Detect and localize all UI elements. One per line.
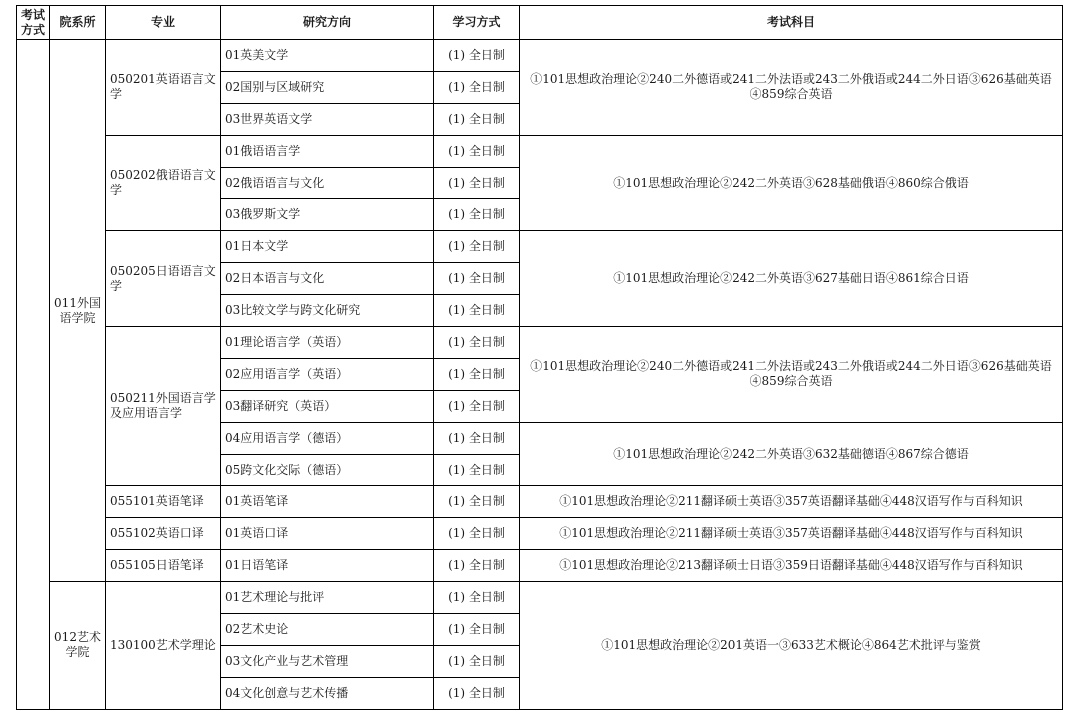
- subjects-cell: ①101思想政治理论②242二外英语③627基础日语④861综合日语: [520, 231, 1063, 327]
- header-exam-type: 考试方式: [17, 6, 50, 40]
- admissions-table: [16, 5, 1063, 710]
- header-direction: 研究方向: [221, 6, 434, 40]
- direction-cell: 01艺术理论与批评: [221, 582, 434, 614]
- exam-type-cell: [17, 40, 50, 710]
- header-subjects: 考试科目: [520, 6, 1063, 40]
- study-mode-cell: (1) 全日制: [434, 582, 520, 614]
- major-cell: 050202俄语语言文学: [106, 135, 221, 231]
- study-mode-cell: (1) 全日制: [434, 167, 520, 199]
- study-mode-cell: (1) 全日制: [434, 71, 520, 103]
- study-mode-cell: (1) 全日制: [434, 103, 520, 135]
- header-major: 专业: [106, 6, 221, 40]
- direction-cell: 01俄语语言学: [221, 135, 434, 167]
- study-mode-cell: (1) 全日制: [434, 390, 520, 422]
- subjects-cell: ①101思想政治理论②211翻译硕士英语③357英语翻译基础④448汉语写作与百科知识: [520, 518, 1063, 550]
- study-mode-cell: (1) 全日制: [434, 454, 520, 486]
- major-cell: 050205日语语言文学: [106, 231, 221, 327]
- major-cell: 050211外国语言学及应用语言学: [106, 327, 221, 486]
- header-dept: 院系所: [50, 6, 106, 40]
- direction-cell: 02应用语言学（英语）: [221, 358, 434, 390]
- major-cell: 055105日语笔译: [106, 550, 221, 582]
- direction-cell: 02俄语语言与文化: [221, 167, 434, 199]
- dept-cell: 012艺术学院: [50, 582, 106, 710]
- direction-cell: 03文化产业与艺术管理: [221, 645, 434, 677]
- study-mode-cell: (1) 全日制: [434, 327, 520, 359]
- subjects-cell: ①101思想政治理论②201英语一③633艺术概论④864艺术批评与鉴赏: [520, 582, 1063, 710]
- study-mode-cell: (1) 全日制: [434, 263, 520, 295]
- major-cell: 055101英语笔译: [106, 486, 221, 518]
- study-mode-cell: (1) 全日制: [434, 40, 520, 72]
- direction-cell: 03比较文学与跨文化研究: [221, 295, 434, 327]
- major-cell: 055102英语口译: [106, 518, 221, 550]
- study-mode-cell: (1) 全日制: [434, 199, 520, 231]
- study-mode-cell: (1) 全日制: [434, 295, 520, 327]
- subjects-cell: ①101思想政治理论②242二外英语③628基础俄语④860综合俄语: [520, 135, 1063, 231]
- direction-cell: 03俄罗斯文学: [221, 199, 434, 231]
- direction-cell: 02日本语言与文化: [221, 263, 434, 295]
- table-row: [17, 486, 1063, 518]
- major-cell: 130100艺术学理论: [106, 582, 221, 710]
- direction-cell: 05跨文化交际（德语）: [221, 454, 434, 486]
- major-cell: 050201英语语言文学: [106, 40, 221, 136]
- direction-cell: 04应用语言学（德语）: [221, 422, 434, 454]
- direction-cell: 03世界英语文学: [221, 103, 434, 135]
- direction-cell: 01英语口译: [221, 518, 434, 550]
- study-mode-cell: (1) 全日制: [434, 135, 520, 167]
- subjects-cell: ①101思想政治理论②240二外德语或241二外法语或243二外俄语或244二外日语③626基础英语④859综合英语: [520, 40, 1063, 136]
- study-mode-cell: (1) 全日制: [434, 231, 520, 263]
- direction-cell: 01英美文学: [221, 40, 434, 72]
- subjects-cell: ①101思想政治理论②213翻译硕士日语③359日语翻译基础④448汉语写作与百科知识: [520, 550, 1063, 582]
- table-row: [17, 231, 1063, 263]
- direction-cell: 02国别与区域研究: [221, 71, 434, 103]
- direction-cell: 01日语笔译: [221, 550, 434, 582]
- direction-cell: 01日本文学: [221, 231, 434, 263]
- direction-cell: 01理论语言学（英语）: [221, 327, 434, 359]
- direction-cell: 03翻译研究（英语）: [221, 390, 434, 422]
- study-mode-cell: (1) 全日制: [434, 358, 520, 390]
- study-mode-cell: (1) 全日制: [434, 614, 520, 646]
- table-row: [17, 40, 1063, 72]
- table-row: [17, 135, 1063, 167]
- direction-cell: 04文化创意与艺术传播: [221, 677, 434, 709]
- header-study-mode: 学习方式: [434, 6, 520, 40]
- study-mode-cell: (1) 全日制: [434, 486, 520, 518]
- table-body: [17, 40, 1063, 710]
- table-row: [17, 582, 1063, 614]
- table-row: [17, 518, 1063, 550]
- header-row: [17, 6, 1063, 40]
- study-mode-cell: (1) 全日制: [434, 645, 520, 677]
- study-mode-cell: (1) 全日制: [434, 550, 520, 582]
- study-mode-cell: (1) 全日制: [434, 677, 520, 709]
- study-mode-cell: (1) 全日制: [434, 518, 520, 550]
- direction-cell: 02艺术史论: [221, 614, 434, 646]
- subjects-cell: ①101思想政治理论②240二外德语或241二外法语或243二外俄语或244二外日语③626基础英语④859综合英语: [520, 327, 1063, 423]
- table-row: [17, 327, 1063, 359]
- table-row: [17, 550, 1063, 582]
- direction-cell: 01英语笔译: [221, 486, 434, 518]
- study-mode-cell: (1) 全日制: [434, 422, 520, 454]
- subjects-cell: ①101思想政治理论②211翻译硕士英语③357英语翻译基础④448汉语写作与百科知识: [520, 486, 1063, 518]
- subjects-cell: ①101思想政治理论②242二外英语③632基础德语④867综合德语: [520, 422, 1063, 486]
- dept-cell: 011外国语学院: [50, 40, 106, 582]
